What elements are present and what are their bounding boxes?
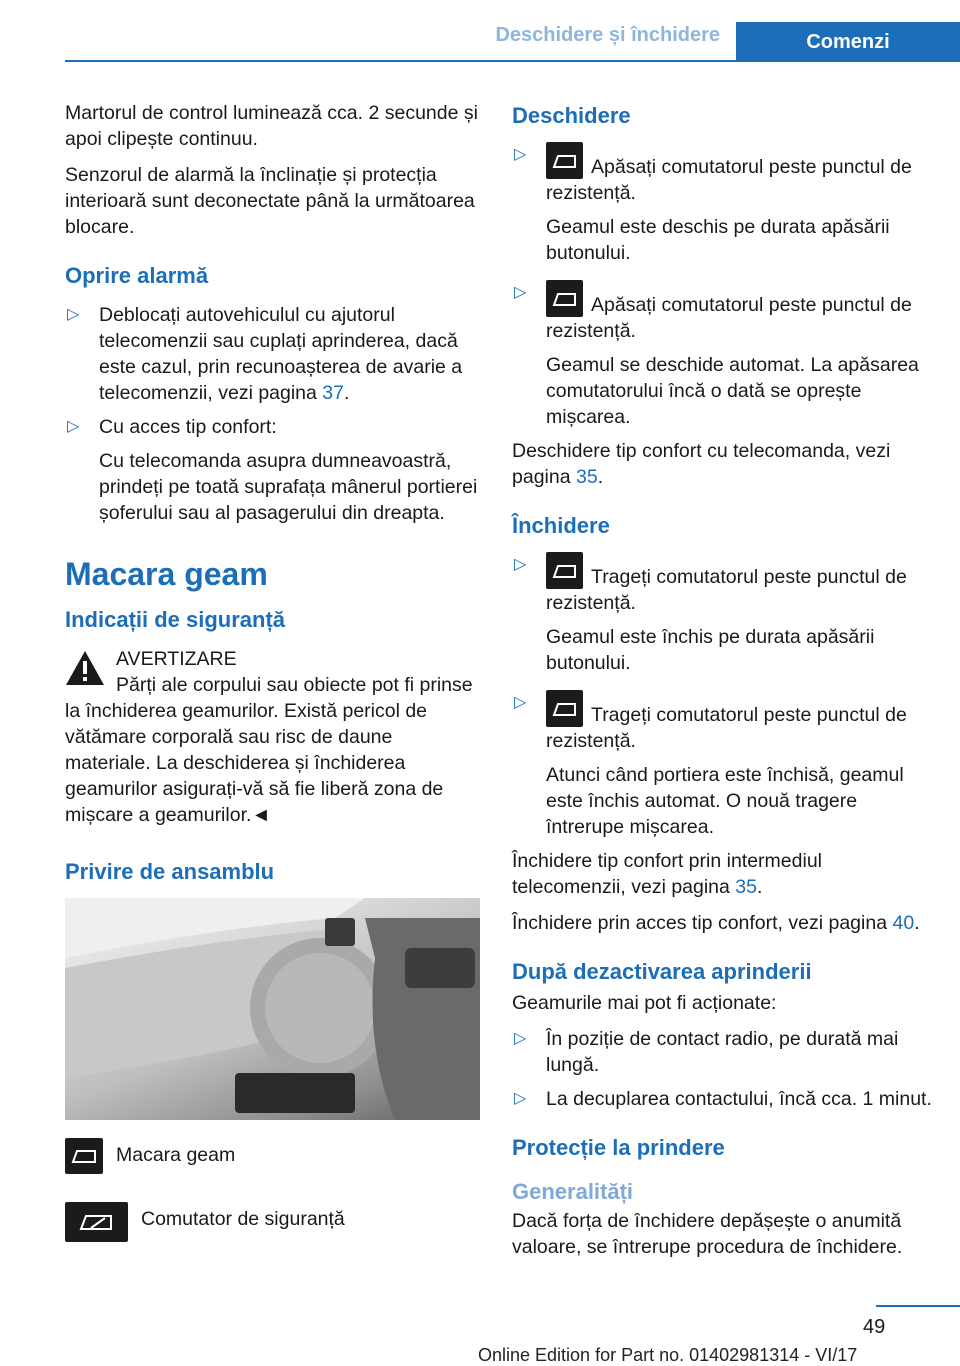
list-item-subtext: Cu telecomanda asupra dumneavoastră, prindeți pe toată suprafața mânerul portierei șoferului sau al pasagerului din dreapta. (99, 450, 478, 524)
page-number: 49 (863, 1316, 886, 1338)
list-item-subtext: Geamul este deschis pe durata apăsării butonului. (546, 216, 890, 264)
header-divider (65, 60, 960, 62)
list-item-text: Apăsați comutatorul peste punctul de rezistență. (546, 156, 912, 204)
page-header (0, 0, 960, 62)
heading-stop-alarm: Oprire alarmă (65, 263, 209, 288)
paragraph: Închidere prin acces tip confort, vezi pagina 40. (512, 912, 920, 934)
window-switch-icon (65, 1138, 103, 1174)
legend-label: Comutator de siguranță (141, 1208, 345, 1230)
window-auto-close-switch-icon (546, 690, 583, 727)
bullet-triangle-icon: ▷ (67, 306, 80, 323)
window-open-switch-icon (546, 142, 583, 179)
page-link[interactable]: 37 (322, 382, 344, 404)
list-item-text: Trageți comutatorul peste punctul de rezistență. (546, 566, 907, 614)
warning-triangle-icon (65, 650, 105, 686)
heading-close: Închidere (512, 513, 610, 538)
page-link[interactable]: 40 (892, 912, 915, 934)
paragraph: Geamurile mai pot fi acționate: (512, 992, 777, 1014)
list-item: ▷ Deblocați autovehiculul cu ajutorul telecomenzii sau cuplați aprinderea, dacă este cazul, prin recunoașterea de avarie a telecomenzii, vezi pagina 37. (67, 304, 463, 404)
paragraph: Dacă forța de închidere depășește o anumită valoare, se întrerupe procedura de închidere. (512, 1210, 903, 1258)
page-link[interactable]: 35 (575, 466, 598, 488)
legend-item (65, 1138, 483, 1178)
list-item (512, 552, 932, 676)
list-item (512, 280, 932, 430)
list-item-text: Cu acces tip confort: (99, 416, 277, 438)
list-item-subtext: Geamul se deschide automat. La apăsarea comutatorului încă o dată se oprește mișcarea. (546, 354, 919, 428)
right-column (512, 100, 932, 1270)
footer-divider (876, 1305, 960, 1307)
paragraph: Deschidere tip confort cu telecomanda, vezi pagina 35. (512, 440, 891, 488)
footer-edition: Online Edition for Part no. 01402981314 - VI/17 (478, 1345, 858, 1365)
page-link[interactable]: 35 (735, 876, 757, 898)
list-item-text: Trageți comutatorul peste punctul de rezistență. (546, 704, 907, 752)
bullet-triangle-icon: ▷ (514, 556, 527, 573)
list-item (512, 690, 932, 840)
warning-text: Părți ale corpului sau obiecte pot fi prinse la închiderea geamurilor. Există pericol de vătămare corporală sau risc de daune materiale. La deschiderea și închiderea geamurilor asigurați-vă să fie liberă zona de mișcare a geamurilor.◄ (65, 674, 473, 826)
paragraph: Senzorul de alarmă la înclinație și protecția interioară sunt deconectate până la următoarea blocare. (65, 164, 475, 238)
list-item-text: Deblocați autovehiculul cu ajutorul telecomenzii sau cuplați aprinderea, dacă este cazul, prin recunoașterea de avarie a telecomenzii, vezi pagina (99, 304, 463, 404)
window-close-switch-icon (546, 552, 583, 589)
list-item (65, 414, 483, 526)
heading-pinch-protection: Protecție la prindere (512, 1135, 725, 1160)
header-chapter-tab: Comenzi (736, 22, 960, 62)
list-item-text: În poziție de contact radio, pe durată mai lungă. (546, 1028, 899, 1076)
door-panel-photo (65, 898, 480, 1120)
warning-title: AVERTIZARE (116, 648, 237, 670)
list-item-text: La decuplarea contactului, încă cca. 1 minut. (546, 1088, 932, 1110)
bullet-triangle-icon: ▷ (514, 146, 527, 163)
heading-after-ignition: După dezactivarea aprinderii (512, 959, 812, 984)
window-auto-open-switch-icon (546, 280, 583, 317)
left-column (65, 100, 483, 1266)
list-item-text: Apăsați comutatorul peste punctul de rezistență. (546, 294, 912, 342)
bullet-triangle-icon: ▷ (67, 418, 80, 435)
heading-overview: Privire de ansamblu (65, 859, 275, 884)
paragraph: Închidere tip confort prin intermediul telecomenzii, vezi pagina 35. (512, 850, 822, 898)
warning-block (65, 646, 483, 828)
bullet-triangle-icon: ▷ (514, 1030, 527, 1047)
list-item-subtext: Geamul este închis pe durata apăsării butonului. (546, 626, 875, 674)
list-item-subtext: Atunci când portiera este închisă, geamul este închis automat. O nouă tragere întrerupe mișcarea. (546, 764, 904, 838)
paragraph: Martorul de control luminează cca. 2 secunde și apoi clipește continuu. (65, 102, 478, 150)
legend-label: Macara geam (116, 1144, 236, 1166)
heading-general: Generalități (512, 1179, 634, 1204)
heading-open: Deschidere (512, 103, 631, 128)
list-item (512, 142, 932, 266)
safety-switch-icon (65, 1202, 128, 1242)
legend-item (65, 1202, 483, 1242)
list-item (512, 1086, 932, 1112)
heading-window-lift: Macara geam (65, 556, 268, 592)
bullet-triangle-icon: ▷ (514, 1090, 527, 1107)
list-item (512, 1026, 932, 1078)
bullet-triangle-icon: ▷ (514, 694, 527, 711)
heading-safety: Indicații de siguranță (65, 607, 286, 632)
bullet-triangle-icon: ▷ (514, 284, 527, 301)
header-section-title: Deschidere și închidere (495, 24, 720, 46)
